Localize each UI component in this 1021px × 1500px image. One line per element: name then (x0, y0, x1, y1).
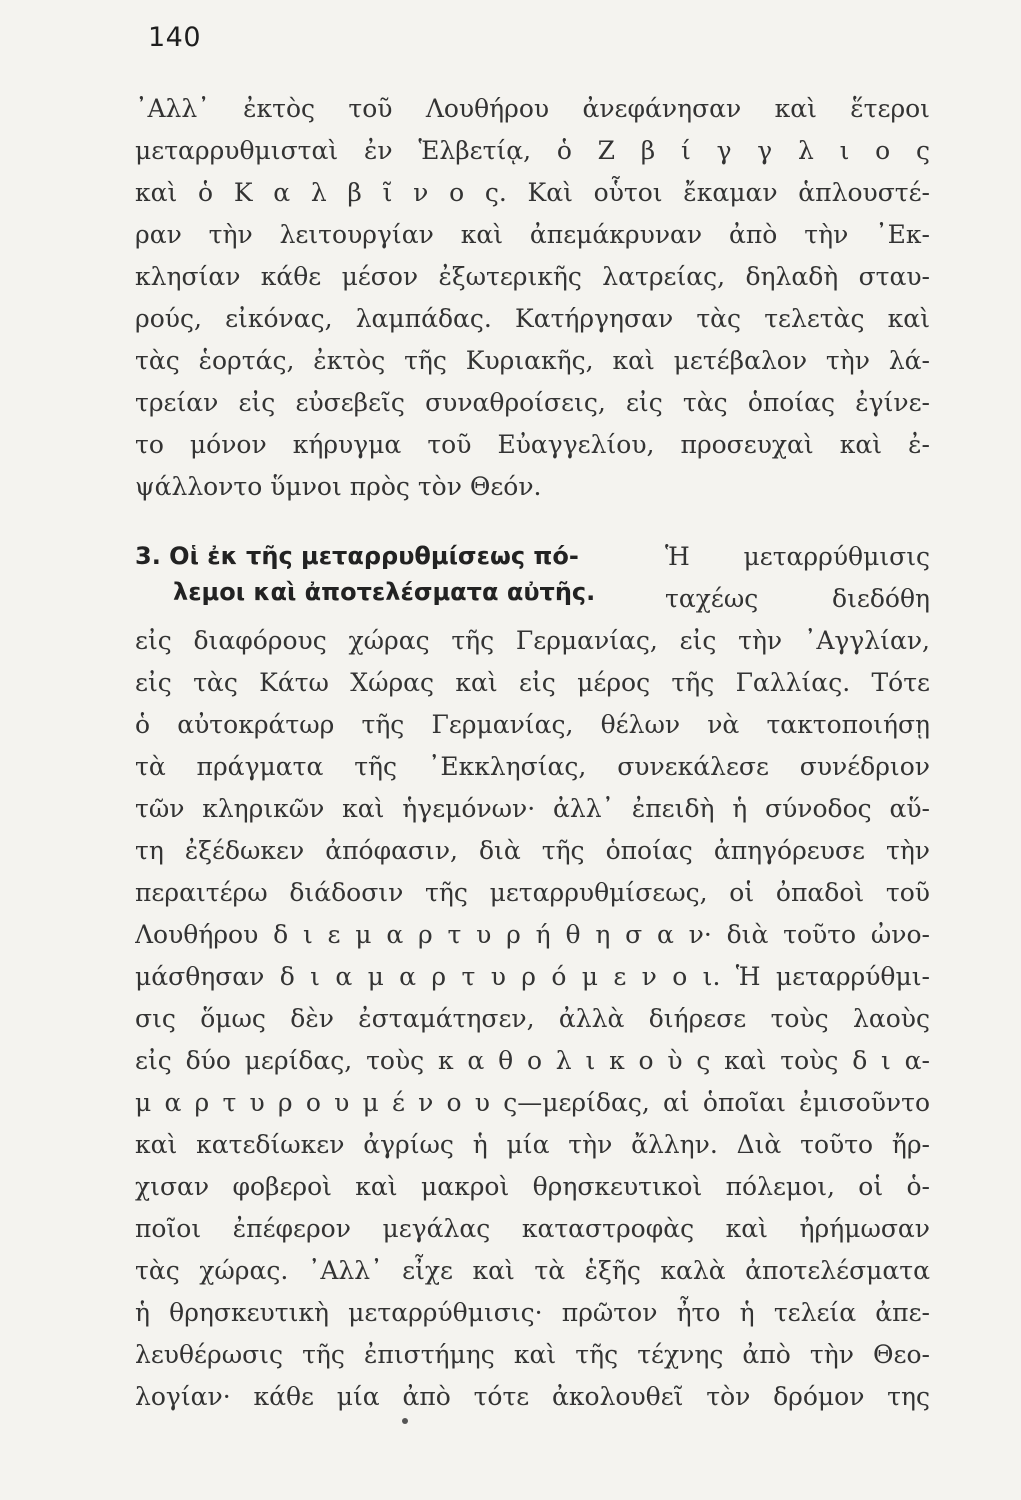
text-line: εἰς διαφόρους χώρας τῆς Γερμανίας, εἰς τὴν ᾿Αγγλίαν, (135, 626, 930, 655)
text-line: ρούς, εἰκόνας, λαμπάδας. Κατήργησαν τὰς τελετὰς καὶ (135, 304, 930, 333)
text-line: τὰ πράγματα τῆς ᾿Εκκλησίας, συνεκάλεσε συνέδριον (135, 752, 930, 781)
text-line: τρείαν εἰς εὐσεβεῖς συναθροίσεις, εἰς τὰς ὁποίας ἐγίνε- (135, 388, 930, 417)
text-line: καὶ κατεδίωκεν ἀγρίως ἡ μία τὴν ἄλλην. Διὰ τοῦτο ἤρ- (135, 1130, 930, 1159)
text-line: τη ἐξέδωκεν ἀπόφασιν, διὰ τῆς ὁποίας ἀπηγόρευσε τὴν (135, 836, 930, 865)
section-heading-line-2: λεμοι καὶ ἀποτελέσματα αὐτῆς. (173, 578, 596, 606)
text-line: Λουθήρου δ ι ε μ α ρ τ υ ρ ή θ η σ α ν· διὰ τοῦτο ὠνο- (135, 920, 930, 949)
text-line: μάσθησαν δ ι α μ α ρ τ υ ρ ό μ ε ν ο ι. Ἡ μεταρρύθμι- (135, 962, 930, 991)
text-line: το μόνον κήρυγμα τοῦ Εὐαγγελίου, προσευχαὶ καὶ ἐ- (135, 430, 930, 459)
text-line: ἡ θρησκευτικὴ μεταρρύθμισις· πρῶτον ἦτο ἡ τελεία ἀπε- (135, 1298, 930, 1327)
text-line: ποῖοι ἐπέφερον μεγάλας καταστροφὰς καὶ ἠρήμωσαν (135, 1214, 930, 1243)
text-line: χισαν φοβεροὶ καὶ μακροὶ θρησκευτικοὶ πόλεμοι, οἱ ὁ- (135, 1172, 930, 1201)
text-line: μεταρρυθμισταὶ ἐν Ἑλβετίᾳ, ὁ Ζ β ί γ γ λ ι ο ς (135, 136, 930, 165)
text-line: λογίαν· κάθε μία ἀπὸ τότε ἀκολουθεῖ τὸν δρόμον της (135, 1382, 930, 1411)
text-line: εἰς τὰς Κάτω Χώρας καὶ εἰς μέρος τῆς Γαλλίας. Τότε (135, 668, 930, 697)
page-number: 140 (148, 22, 202, 53)
text-line: μ α ρ τ υ ρ ο υ μ έ ν ο υ ς—μερίδας, αἱ ὁποῖαι ἐμισοῦντο (135, 1088, 930, 1117)
section-heading (135, 538, 655, 610)
text-line: τῶν κληρικῶν καὶ ἡγεμόνων· ἀλλ᾿ ἐπειδὴ ἡ σύνοδος αὕ- (135, 794, 930, 823)
text-line: τὰς χώρας. ᾿Αλλ᾿ εἶχε καὶ τὰ ἑξῆς καλὰ ἀποτελέσματα (135, 1256, 930, 1285)
text-line: ραν τὴν λειτουργίαν καὶ ἀπεμάκρυναν ἀπὸ τὴν ᾿Εκ- (135, 220, 930, 249)
ink-speck (402, 1418, 408, 1424)
side-text-line: Ἡ μεταρρύθμισις (665, 542, 930, 571)
text-line: σις ὅμως δὲν ἐσταμάτησεν, ἀλλὰ διήρεσε τοὺς λαοὺς (135, 1004, 930, 1033)
side-text-line: ταχέως διεδόθη (665, 584, 930, 613)
text-line: καὶ ὁ Κ α λ β ῖ ν ο ς. Καὶ οὗτοι ἔκαμαν ἁπλουστέ- (135, 178, 930, 207)
text-line: ᾿Αλλ᾿ ἐκτὸς τοῦ Λουθήρου ἀνεφάνησαν καὶ ἕτεροι (135, 94, 930, 123)
text-line: ψάλλοντο ὕμνοι πρὸς τὸν Θεόν. (135, 472, 542, 501)
text-line: εἰς δύο μερίδας, τοὺς κ α θ ο λ ι κ ο ὺ ς καὶ τοὺς δ ι α- (135, 1046, 930, 1075)
text-line: λευθέρωσις τῆς ἐπιστήμης καὶ τῆς τέχνης ἀπὸ τὴν Θεο- (135, 1340, 930, 1369)
text-line: ὁ αὐτοκράτωρ τῆς Γερμανίας, θέλων νὰ τακτοποιήσῃ (135, 710, 930, 739)
text-line: κλησίαν κάθε μέσον ἐξωτερικῆς λατρείας, δηλαδὴ σταυ- (135, 262, 930, 291)
text-line: περαιτέρω διάδοσιν τῆς μεταρρυθμίσεως, οἱ ὀπαδοὶ τοῦ (135, 878, 930, 907)
section-heading-line-1: 3. Οἱ ἐκ τῆς μεταρρυθμίσεως πό- (135, 542, 579, 570)
text-line: τὰς ἑορτάς, ἐκτὸς τῆς Κυριακῆς, καὶ μετέβαλον τὴν λά- (135, 346, 930, 375)
